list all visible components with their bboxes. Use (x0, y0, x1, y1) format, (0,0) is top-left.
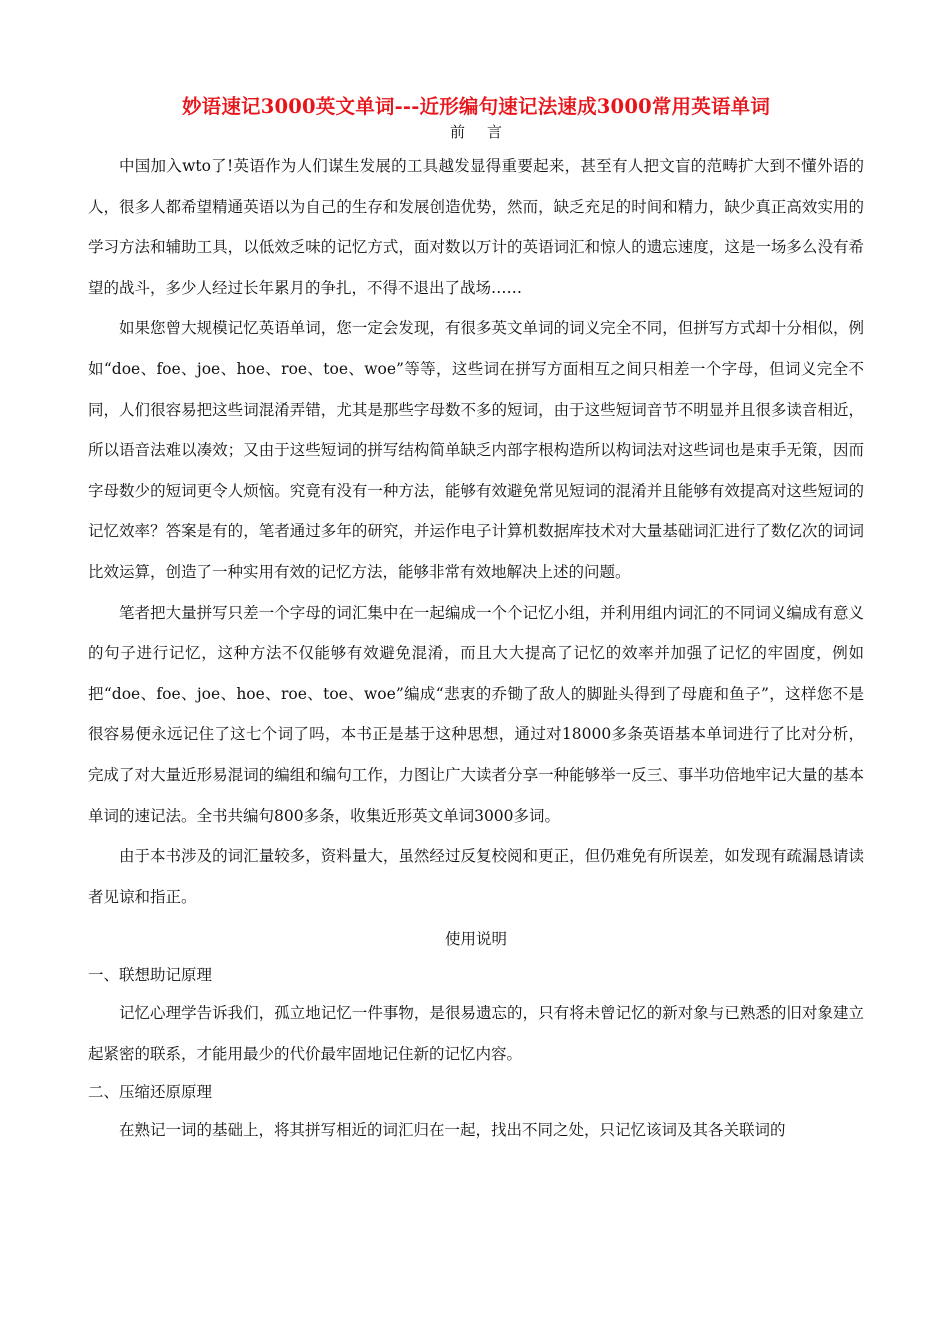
section-heading-1: 一、联想助记原理 (88, 966, 213, 985)
preface-paragraph-2: 如果您曾大规模记忆英语单词，您一定会发现，有很多英文单词的词义完全不同，但拼写方式却十分相似，例如“doe、foe、joe、hoe、roe、toe、woe”等等，这些词在拼写方面相互之间只相差一个字母，但词义完全不同，人们很容易把这些词混淆弄错，尤其是那些字母数不多的短词，由于这些短词音节不明显并且很多读音相近，所以语音法难以凑效；又由于这些短词的拼写结构简单缺乏内部字根构造所以构词法对这些词也是束手无策，因而字母数少的短词更令人烦恼。究竟有没有一种方法，能够有效避免常见短词的混淆并且能够有效提高对这些短词的记忆效率？答案是有的，笔者通过多年的研究，并运作电子计算机数据库技术对大量基础词汇进行了数亿次的词词比效运算，创造了一种实用有效的记忆方法，能够非常有效地解决上述的问题。 (88, 319, 864, 581)
section-paragraph-1: 记忆心理学告诉我们，孤立地记忆一件事物，是很易遗忘的，只有将未曾记忆的新对象与已熟悉的旧对象建立起紧密的联系，才能用最少的代价最牢固地记住新的记忆内容。 (88, 1004, 864, 1063)
preface-paragraph-4: 由于本书涉及的词汇量较多，资料量大，虽然经过反复校阅和更正，但仍难免有所误差，如发现有疏漏恳请读者见谅和指正。 (88, 847, 864, 906)
preface-heading: 前言 (449, 123, 524, 141)
preface-paragraph-3: 笔者把大量拼写只差一个字母的词汇集中在一起编成一个个记忆小组，并利用组内词汇的不同词义编成有意义的句子进行记忆，这种方法不仅能够有效避免混淆，而且大大提高了记忆的效率并加强了记忆的牢固度，例如把“doe、foe、joe、hoe、roe、toe、woe”编成“悲衷的乔锄了敌人的脚趾头得到了母鹿和鱼子”，这样您不是很容易便永远记住了这七个词了吗，本书正是基于这种思想，通过对18000多条英语基本单词进行了比对分析，完成了对大量近形易混词的编组和编句工作，力图让广大读者分享一种能够举一反三、事半功倍地牢记大量的基本单词的速记法。全书共编句800多条，收集近形英文单词3000多词。 (88, 603, 864, 825)
section-paragraph-2: 在熟记一词的基础上，将其拼写相近的词汇归在一起，找出不同之处，只记忆该词及其各关联词的 (119, 1121, 786, 1140)
document-page (88, 92, 864, 1151)
usage-title: 使用说明 (444, 930, 507, 949)
preface-paragraph-1: 中国加入wto了!英语作为人们谋生发展的工具越发显得重要起来，甚至有人把文盲的范畴扩大到不懂外语的人，很多人都希望精通英语以为自己的生存和发展创造优势，然而，缺乏充足的时间和精力，缺少真正高效实用的学习方法和辅助工具，以低效乏味的记忆方式，面对数以万计的英语词汇和惊人的遗忘速度，这是一场多么没有希望的战斗，多少人经过长年累月的争扎，不得不退出了战场…… (88, 157, 864, 297)
document-title: 妙语速记3000英文单词---近形编句速记法速成3000常用英语单词 (181, 95, 771, 118)
section-heading-2: 二、压缩还原原理 (88, 1083, 213, 1102)
